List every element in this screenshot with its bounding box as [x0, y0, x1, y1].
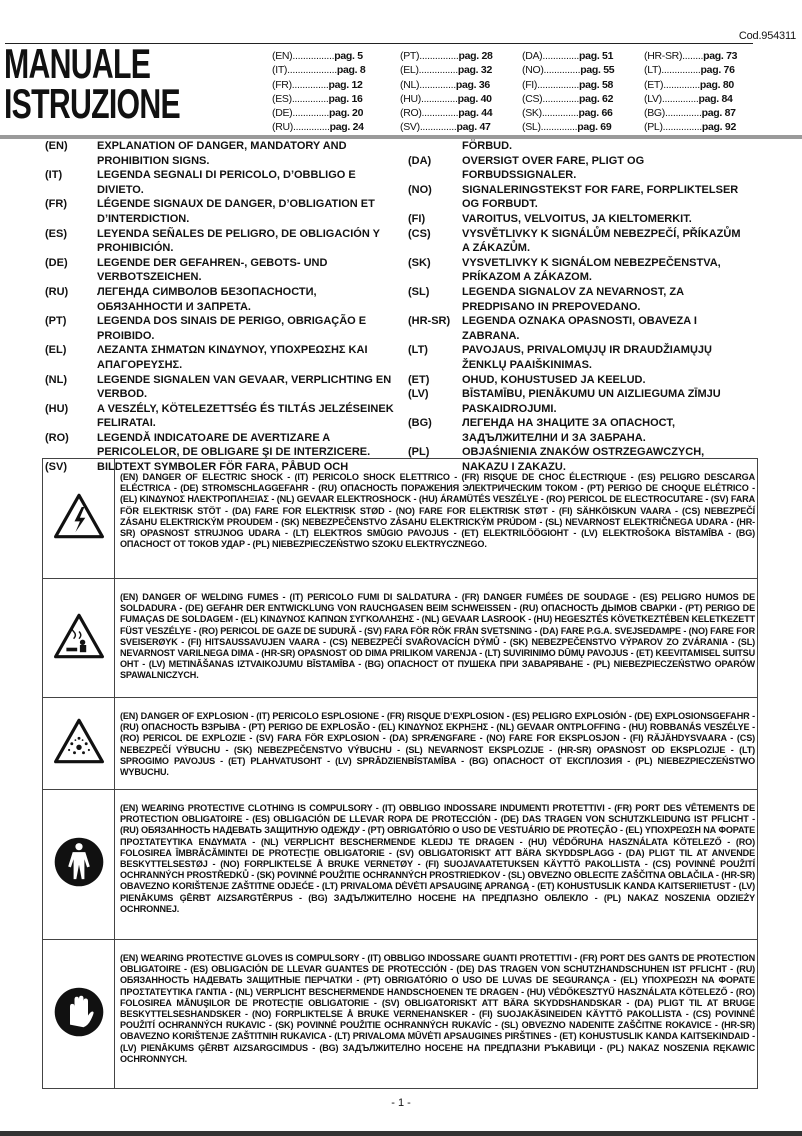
sign-row	[43, 698, 758, 790]
index-entry[interactable]	[400, 92, 520, 106]
sign-row	[43, 579, 758, 698]
legend-item	[408, 154, 748, 183]
index-dots: ..............	[540, 121, 578, 134]
legend-lang-code: (ES)	[45, 227, 67, 240]
index-entry[interactable]	[644, 63, 756, 77]
legend-left-column	[45, 139, 395, 475]
index-column	[522, 49, 640, 135]
legend-text: LÉGENDE SIGNAUX DE DANGER, D’OBLIGATION ET D’INTERDICTION.	[97, 198, 375, 225]
index-lang: (LV)	[644, 92, 662, 105]
index-page: pag. 12	[328, 78, 363, 91]
legend-item	[45, 285, 395, 314]
legend-lang-code: (DA)	[408, 154, 432, 167]
index-lang: (BG)	[644, 107, 665, 120]
index-lang: (PL)	[644, 121, 663, 134]
index-entry[interactable]	[522, 78, 640, 92]
legend-lang-code: (RU)	[45, 285, 69, 298]
legend-text: VYSVETLIVKY K SIGNÁLOM NEBEZPEČENSTVA, PRÍKAZOM A ZÁKAZOM.	[462, 256, 721, 284]
legend-lang-code: (CS)	[408, 227, 431, 240]
legend-lang-code: (SK)	[408, 256, 431, 269]
legend-text: ΛΕΖΑΝΤΑ ΣΗΜΑΤΩΝ ΚΙΝΔΥΝΟΥ, ΥΠΟΧΡΕΩΣΗΣ ΚΑΙ ΑΠΑΓΟΡΕΥΣΗΣ.	[97, 344, 368, 371]
index-entry[interactable]	[400, 106, 520, 120]
legend-lang-code: (IT)	[45, 169, 63, 182]
index-lang: (IT)	[272, 64, 288, 77]
index-dots: ...............	[419, 50, 459, 62]
index-lang: (SK)	[522, 107, 542, 120]
legend-item	[408, 139, 748, 154]
index-dots: ...............	[661, 64, 701, 77]
index-entry[interactable]	[644, 120, 756, 134]
index-entry[interactable]	[644, 106, 756, 120]
legend-item	[45, 256, 395, 285]
legend-lang-code: (BG)	[408, 417, 432, 430]
legend-item	[408, 256, 748, 285]
legend-item	[408, 416, 748, 445]
legend-text: LEGENDA DOS SINAIS DE PERIGO, OBRIGAÇÃO E PROIBIDO.	[97, 315, 367, 342]
legend-text: PAVOJAUS, PRIVALOMŲJŲ IR DRAUDŽIAMŲJŲ ŽENKLŲ PAAIŠKINIMAS.	[462, 344, 712, 371]
legend-text: LEGENDA OZNAKA OPASNOSTI, OBAVEZA I ZABRANA.	[462, 315, 697, 342]
legend-text: LEGENDE DER GEFAHREN-, GEBOTS- UND VERBOTSZEICHEN.	[97, 256, 328, 284]
index-page: pag. 73	[703, 50, 738, 62]
index-dots: ..............	[664, 107, 702, 120]
legend-lang-code: (EN)	[45, 140, 68, 152]
legend-item	[45, 373, 395, 402]
legend-item	[45, 402, 395, 431]
legend-item	[45, 431, 395, 460]
index-page: pag. 51	[579, 50, 614, 62]
index-page: pag. 87	[701, 107, 736, 120]
index-entry[interactable]	[400, 78, 520, 92]
legend-lang-code: (FR)	[45, 198, 67, 211]
index-dots: ........	[682, 50, 704, 62]
index-page: pag. 28	[458, 50, 493, 62]
index-dots: ..............	[291, 78, 329, 91]
sign-description: (EN) WEARING PROTECTIVE GLOVES IS COMPULSORY - (IT) OBBLIGO INDOSSARE GUANTI PROTETTIVI - (FR) PORT DES GANTS DE PROTECTION OBLIGATOIRE - (ES) OBLIGACIÓN DE LLEVAR GUANTES DE PROTECCIÓN - (DE) DAS TRAGEN VON SCHUTZHANDSCHUHEN IST PFLICHT - (RU) ОБЯЗАННОСТЬ НАДЕВАТЬ ЗАЩИТНЫЕ ПЕРЧАТКИ - (PT) OBRIGATÓRIO O USO DE LUVAS DE SEGURANÇA - (EL) ΥΠΟΧΡΕΩΣΗ ΝΑ ΦΟΡΑΤΕ ΠΡΟΣΤΑΤΕΥΤΙΚΑ ΓΑΝΤΙΑ - (NL) VERPLICHT BESCHERMENDE HANDSCHOENEN TE DRAGEN - (HU) VÉDŐKESZTYŰ HASZNÁLATA KÖTELEZŐ - (RO) FOLOSIREA MĂNUŞILOR DE PROTECŢIE OBLIGATORIE - (SV) OBLIGATORISKT ATT BÄRA SKYDDSHANDSKAR - (DA) PLIGT TIL AT BRUGE BESKYTTELSESHANDSKER - (NO) FORPLIKTELSE Å BRUKE VERNEHANSKER - (FI) SUOJAKÄSINEIDEN KÄYTTÖ PAKOLLISTA - (CS) POVINNÉ POUŽITÍ OCHRANNÝCH RUKAVIC - (SK) POVINNÉ POUŽITIE OCHRANNÝCH RUKAVÍC - (SL) OBVEZNO NADENITE ZAŠČITNE ROKAVICE - (HR-SR) OBAVEZNO KORIŠTENJE ZAŠTITNIH RUKAVICA - (LT) PRIVALOMA MŪVĖTI APSAUGINES PIRŠTINES - (ET) KOHUSTUSLIK KANDA KAITSEKINDAID - (LV) PIENĀKUMS ĢĒRBT AIZSARGCIMDUS - (BG) ЗАДЪЛЖИТЕЛНО НОСЕНЕ НА ПРЕДПАЗНИ РЪКАВИЦИ - (PL) NAKAZ NOSZENIA RĘKAWIC OCHRONNYCH.	[115, 940, 758, 1089]
document-code: Cod.954311	[738, 30, 796, 42]
legend-item	[408, 285, 748, 314]
index-entry[interactable]	[272, 120, 394, 134]
sign-row	[43, 459, 758, 579]
index-dots: ..............	[663, 78, 700, 91]
index-dots: ...............	[662, 121, 702, 134]
legend-item	[45, 197, 395, 226]
index-lang: (RU)	[272, 121, 293, 134]
legend-text: LEYENDA SEÑALES DE PELIGRO, DE OBLIGACIÓN Y PROHIBICIÓN.	[97, 227, 380, 255]
legend-text: EXPLANATION OF DANGER, MANDATORY AND PROHIBITION SIGNS.	[97, 140, 347, 167]
sign-icon-cell	[43, 698, 115, 790]
sign-row	[43, 790, 758, 940]
index-entry[interactable]	[522, 92, 640, 106]
index-dots: ..............	[292, 107, 330, 120]
footer-rule	[0, 1131, 802, 1136]
sign-description: (EN) DANGER OF ELECTRIC SHOCK - (IT) PERICOLO SHOCK ELETTRICO - (FR) RISQUE DE CHOC ÉLECTRIQUE - (ES) PELIGRO DESCARGA ELÉCTRICA - (DE) STROMSCHLAGGEFAHR - (RU) ОПАСНОСТЬ ПОРАЖЕНИЯ ЭЛЕКТРИЧЕСКИМ ТОКОМ - (PT) PERIGO DE CHOQUE ELÉTRICO - (EL) ΚΙΝΔΥΝΟΣ ΗΛΕΚΤΡΟΠΛΗΞΙΑΣ - (NL) GEVAAR ELEKTROSHOCK - (HU) ÁRAMÜTÉS VESZÉLYE - (RO) PERICOL DE ELECTROCUTARE - (SV) FARA FÖR ELEKTRISK STÖT - (DA) FARE FOR ELEKTRISK STØD - (NO) FARE FOR ELEKTRISK STØT - (FI) SÄHKÖISKUN VAARA - (CS) NEBEZPEČÍ ZÁSAHU ELEKTRICKÝM PROUDEM - (SK) NEBEZPEČENSTVO ZÁSAHU ELEKTRICKÝM PRÚDOM - (SL) NEVARNOST ELEKTRIČNEGA UDARA - (HR-SR) OPASNOST STRUJNOG UDARA - (LT) ELEKTROS SMŪGIO PAVOJUS - (ET) ELEKTRILÖÖGIOHT - (LV) ELEKTROŠOKA BĪSTAMĪBA - (BG) ОПАСНОСТ ОТ ТОКОВ УДАР - (PL) NIEBEZPIECZEŃSTWO SZOKU ELEKTRYCZNEGO.	[115, 459, 758, 579]
explosion-warning-icon	[52, 715, 106, 767]
manual-title	[4, 40, 180, 127]
index-entry[interactable]	[522, 63, 640, 77]
index-column	[400, 49, 520, 135]
index-dots: ..............	[419, 78, 456, 91]
legend-text: OVERSIGT OVER FARE, PLIGT OG FORBUDSSIGNALER.	[462, 154, 645, 182]
legend-text: BĪSTAMĪBU, PIENĀKUMU UN AIZLIEGUMA ZĪMJU PASKAIDROJUMI.	[462, 388, 721, 415]
index-page: pag. 24	[329, 121, 364, 134]
index-dots: ..............	[419, 121, 457, 134]
legend-lang-code: (SV)	[45, 461, 67, 474]
index-entry[interactable]	[644, 92, 756, 106]
index-page: pag. 76	[700, 64, 735, 77]
index-lang: (NL)	[400, 78, 420, 91]
legend-text: SIGNALERINGSTEKST FOR FARE, FORPLIKTELSER OG FORBUDT.	[462, 183, 739, 211]
welding-fumes-warning-icon	[52, 610, 106, 662]
index-column	[272, 49, 394, 135]
index-lang: (HR-SR)	[644, 50, 683, 62]
index-entry[interactable]	[272, 63, 394, 77]
legend-item	[408, 227, 748, 256]
index-page: pag. 32	[457, 64, 492, 77]
legend-item	[45, 343, 395, 372]
legend-text: OHUD, KOHUSTUSED JA KEELUD.	[462, 373, 646, 386]
legend-text: BILDTEXT SYMBOLER FÖR FARA, PÅBUD OCH	[97, 461, 349, 474]
legend-item	[408, 373, 748, 388]
legend-text: LEGENDĂ INDICATOARE DE AVERTIZARE A PERICOLELOR, DE OBLIGARE ŞI DE INTERZICERE.	[97, 431, 371, 459]
sign-icon-cell	[43, 790, 115, 940]
index-page: pag. 66	[578, 107, 613, 120]
index-entry[interactable]	[400, 63, 520, 77]
legend-item	[45, 139, 395, 168]
legend-lang-code: (EL)	[45, 344, 67, 357]
index-lang: (ET)	[644, 78, 664, 91]
legend-item	[45, 168, 395, 197]
index-lang: (NO)	[522, 64, 544, 77]
title-line-2: ISTRUZIONE	[4, 80, 180, 127]
legend-text: LEGENDA SEGNALI DI PERICOLO, D’OBBLIGO E DIVIETO.	[97, 169, 356, 196]
index-page: pag. 69	[577, 121, 612, 134]
index-lang: (LT)	[644, 64, 662, 77]
legend-text: VYSVĚTLIVKY K SIGNÁLŮM NEBEZPEČÍ, PŘÍKAZŮM A ZÁKAZŮM.	[462, 227, 741, 255]
legend-text: LEGENDA SIGNALOV ZA NEVARNOST, ZA PREDPISANO IN PREPOVEDANO.	[462, 285, 684, 313]
signs-table	[42, 458, 758, 1089]
legend-lang-code: (PL)	[408, 446, 430, 459]
index-lang: (EN)	[272, 50, 293, 62]
index-entry[interactable]	[522, 120, 640, 134]
sign-icon-cell	[43, 459, 115, 579]
page-number: - 1 -	[391, 1097, 411, 1109]
legend-text: VAROITUS, VELVOITUS, JA KIELTOMERKIT.	[462, 212, 692, 225]
legend-text: A VESZÉLY, KÖTELEZETTSÉG ÉS TILTÁS JELZÉSEINEK FELIRATAI.	[97, 402, 394, 430]
index-lang: (SL)	[522, 121, 541, 134]
index-column	[644, 49, 756, 135]
index-dots: ..............	[661, 92, 699, 105]
index-dots: ..............	[291, 92, 329, 105]
index-page: pag. 80	[699, 78, 734, 91]
index-lang: (EL)	[400, 64, 419, 77]
index-page: pag. 40	[457, 92, 492, 105]
index-page: pag. 58	[579, 78, 614, 91]
sign-description: (EN) DANGER OF WELDING FUMES - (IT) PERICOLO FUMI DI SALDATURA - (FR) DANGER FUMÉES DE SOUDAGE - (ES) PELIGRO HUMOS DE SOLDADURA - (DE) GEFAHR DER ENTWICKLUNG VON RAUCHGASEN BEIM SCHWEISSEN - (RU) ОПАСНОСТЬ ДЫМОВ СВАРКИ - (PT) PERIGO DE FUMAÇAS DE SOLDAGEM - (EL) ΚΙΝΔΥΝΟΣ ΚΑΠΝΩΝ ΣΥΓΚΟΛΛΗΣΗΣ - (NL) GEVAAR LASROOK - (HU) HEGESZTÉS KÖVETKEZTÉBEN KELETKEZETT FÜST VESZÉLYE - (RO) PERICOL DE GAZE DE SUDURĂ - (SV) FARA FÖR RÖK FRÅN SVETSNING - (DA) FARE P.G.A. SVEJSEDAMPE - (NO) FARE FOR SVEISERØYK - (FI) HITSAUSSAVUJEN VAARA - (CS) NEBEZPEČÍ SVAŘOVACÍCH DÝMŮ - (SK) NEBEZPEČENSTVO VÝPAROV ZO ZVÁRANIA - (SL) NEVARNOST VARILNEGA DIMA - (HR-SR) OPASNOST OD DIMA PRILIKOM VARENJA - (LT) SUVIRINIMO DŪMŲ PAVOJUS - (ET) KEEVITAMISEL SUITSU OHT - (LV) METINĀŠANAS IZTVAIKOJUMU BĪSTAMĪBA - (BG) ОПАСНОСТ ОТ ПУШЕКА ПРИ ЗАВАРЯВАНЕ - (PL) NIEBEZPIECZEŃSTWO OPARÓW SPAWALNICZYCH.	[115, 579, 758, 698]
index-page: pag. 5	[334, 50, 363, 62]
legend-lang-code	[408, 139, 462, 154]
index-lang: (FR)	[272, 78, 292, 91]
legend-text: FÖRBUD.	[462, 140, 513, 152]
index-page: pag. 62	[579, 92, 614, 105]
index-entry[interactable]	[272, 92, 394, 106]
legend-lang-code: (NO)	[408, 183, 432, 196]
sign-icon-cell	[43, 579, 115, 698]
sign-row	[43, 940, 758, 1089]
index-dots: ..............	[541, 107, 579, 120]
index-page: pag. 55	[580, 64, 615, 77]
legend-item	[45, 314, 395, 343]
index-entry[interactable]	[644, 78, 756, 92]
index-dots: ..............	[543, 64, 581, 77]
index-page: pag. 84	[698, 92, 733, 105]
legend-lang-code: (PT)	[45, 315, 67, 328]
index-dots: ..............	[292, 121, 330, 134]
index-lang: (DE)	[272, 107, 293, 120]
legend-lang-code: (RO)	[45, 431, 69, 444]
legend-text: ЛЕГЕНДА СИМВОЛОВ БЕЗОПАСНОСТИ, ОБЯЗАННОСТИ И ЗАПРЕТА.	[97, 285, 317, 313]
index-lang: (FI)	[522, 78, 538, 91]
legend-lang-code: (SL)	[408, 285, 430, 298]
index-entry[interactable]	[272, 106, 394, 120]
index-page: pag. 20	[329, 107, 364, 120]
index-entry[interactable]	[400, 49, 520, 63]
index-entry[interactable]	[400, 120, 520, 134]
index-dots: ...................	[287, 64, 337, 77]
sign-description: (EN) DANGER OF EXPLOSION - (IT) PERICOLO ESPLOSIONE - (FR) RISQUE D’EXPLOSION - (ES) PELIGRO EXPLOSIÓN - (DE) EXPLOSIONSGEFAHR - (RU) ОПАСНОСТЬ ВЗРЫВА - (PT) PERIGO DE EXPLOSÃO - (EL) ΚΙΝΔΥΝΟΣ ΕΚΡΗΞΗΣ - (NL) GEVAAR ONTPLOFFING - (HU) ROBBANÁS VESZÉLYE - (RO) PERICOL DE EXPLOZIE - (SV) FARA FÖR EXPLOSION - (DA) SPRÆNGFARE - (NO) FARE FOR EKSPLOSJON - (FI) RÄJÄHDYSVAARA - (CS) NEBEZPEČÍ VÝBUCHU - (SK) NEBEZPEČENSTVO VÝBUCHU - (SL) NEVARNOST EKSPLOZIJE - (HR-SR) OPASNOST OD EKSPLOZIJE - (LT) SPROGIMO PAVOJUS - (ET) PLAHVATUSOHT - (LV) SPRĀDZIENBĪSTAMĪBA - (BG) ОПАСНОСТ ОТ ЕКСПЛОЗИЯ - (PL) NIEBEZPIECZEŃSTWO WYBUCHU.	[115, 698, 758, 790]
legend-lang-code: (NL)	[45, 373, 67, 386]
index-dots: ..............	[542, 50, 580, 62]
legend-right-column	[408, 139, 748, 475]
index-page: pag. 36	[455, 78, 490, 91]
legend-lang-code: (LT)	[408, 344, 428, 357]
title-line-1: MANUALE	[4, 40, 151, 87]
index-lang: (SV)	[400, 121, 420, 134]
legend-item	[408, 387, 748, 416]
legend-lang-code: (HR-SR)	[408, 315, 451, 328]
index-dots: ................	[537, 78, 580, 91]
legend-item	[408, 314, 748, 343]
index-dots: ..............	[420, 92, 458, 105]
legend-item	[408, 343, 748, 372]
index-lang: (CS)	[522, 92, 543, 105]
index-page: pag. 47	[456, 121, 491, 134]
legend-text: LEGENDE SIGNALEN VAN GEVAAR, VERPLICHTING EN VERBOD.	[97, 373, 392, 401]
protective-clothing-icon	[52, 832, 106, 892]
index-dots: ................	[292, 50, 335, 62]
index-entry[interactable]	[522, 49, 640, 63]
legend-item	[408, 212, 748, 227]
legend-lang-code: (LV)	[408, 388, 429, 401]
electric-shock-warning-icon	[52, 490, 106, 542]
index-entry[interactable]	[272, 78, 394, 92]
index-lang: (DA)	[522, 50, 543, 62]
index-lang: (HU)	[400, 92, 421, 105]
index-page: pag. 92	[701, 121, 736, 134]
index-page: pag. 16	[328, 92, 363, 105]
sign-description: (EN) WEARING PROTECTIVE CLOTHING IS COMPULSORY - (IT) OBBLIGO INDOSSARE INDUMENTI PROTETTIVI - (FR) PORT DES VÊTEMENTS DE PROTECTION OBLIGATOIRE - (ES) OBLIGACIÓN DE LLEVAR ROPA DE PROTECCIÓN - (DE) DAS TRAGEN VON SCHUTZKLEIDUNG IST PFLICHT - (RU) ОБЯЗАННОСТЬ НАДЕВАТЬ ЗАЩИТНУЮ ОДЕЖДУ - (PT) OBRIGATÓRIO O USO DE VESTUÁRIO DE PROTEÇÃO - (EL) ΥΠΟΧΡΕΩΣΗ ΝΑ ΦΟΡΑΤΕ ΠΡΟΣΤΑΤΕΥΤΙΚΑ ΕΝΔΥΜΑΤΑ - (NL) VERPLICHT BESCHERMENDE KLEDIJ TE DRAGEN - (HU) VÉDŐRUHA HASZNÁLATA KÖTELEZŐ - (RO) FOLOSIREA ÎMBRĂCĂMINTEI DE PROTECŢIE OBLIGATORIE - (SV) OBLIGATORISKT ATT BÄRA SKYDDSPLAGG - (DA) PLIGT TIL AT ANVENDE BESKYTTELSESTØJ - (NO) FORPLIKTELSE Å BRUKE VERNETØY - (FI) SUOJAVAATETUKSEN KÄYTTÖ PAKOLLISTA - (CS) POVINNÉ POUŽITÍ OCHRANNÝCH PROSTŘEDKŮ - (SK) POVINNÉ POUŽITIE OCHRANNÝCH PROSTRIEDKOV - (SL) OBVEZNO OBLECITE ZAŠČITNA OBLAČILA - (HR-SR) OBAVEZNO KORIŠTENJE ZAŠTITNE ODJEĆE - (LT) PRIVALOMA DĖVĖTI APSAUGINĘ APRANGĄ - (ET) KOHUSTUSLIK KANDA KAITSERIIETUST - (LV) PIENĀKUMS ĢĒRBT AIZSARGTĒRPUS - (BG) ЗАДЪЛЖИТЕЛНО НОСЕНЕ НА ПРЕДПАЗНО ОБЛЕКЛО - (PL) NAKAZ NOSZENIA ODZIEŻY OCHRONNEJ.	[115, 790, 758, 940]
index-lang: (ES)	[272, 92, 292, 105]
index-page: pag. 8	[336, 64, 366, 77]
index-lang: (RO)	[400, 107, 422, 120]
index-entry[interactable]	[522, 106, 640, 120]
legend-lang-code: (FI)	[408, 212, 426, 225]
legend-lang-code: (ET)	[408, 373, 430, 386]
sign-icon-cell	[43, 940, 115, 1089]
legend-text: ЛЕГЕНДА НА ЗНАЦИТЕ ЗА ОПАСНОСТ, ЗАДЪЛЖИТЕЛНИ И ЗА ЗАБРАНА.	[462, 417, 675, 444]
legend-text: OBJAŚNIENIA ZNAKÓW OSTRZEGAWCZYCH, NAKAZU I ZAKAZU.	[462, 446, 705, 474]
index-page: pag. 44	[458, 107, 493, 120]
legend-item	[408, 183, 748, 212]
index-dots: ..............	[421, 107, 459, 120]
legend-lang-code: (HU)	[45, 402, 69, 415]
index-entry[interactable]	[644, 49, 756, 63]
index-dots: ...............	[418, 64, 458, 77]
index-dots: ..............	[542, 92, 580, 105]
protective-gloves-icon	[52, 982, 106, 1042]
legend-lang-code: (DE)	[45, 256, 68, 269]
index-entry[interactable]	[272, 49, 394, 63]
legend-item	[45, 227, 395, 256]
index-lang: (PT)	[400, 50, 420, 62]
